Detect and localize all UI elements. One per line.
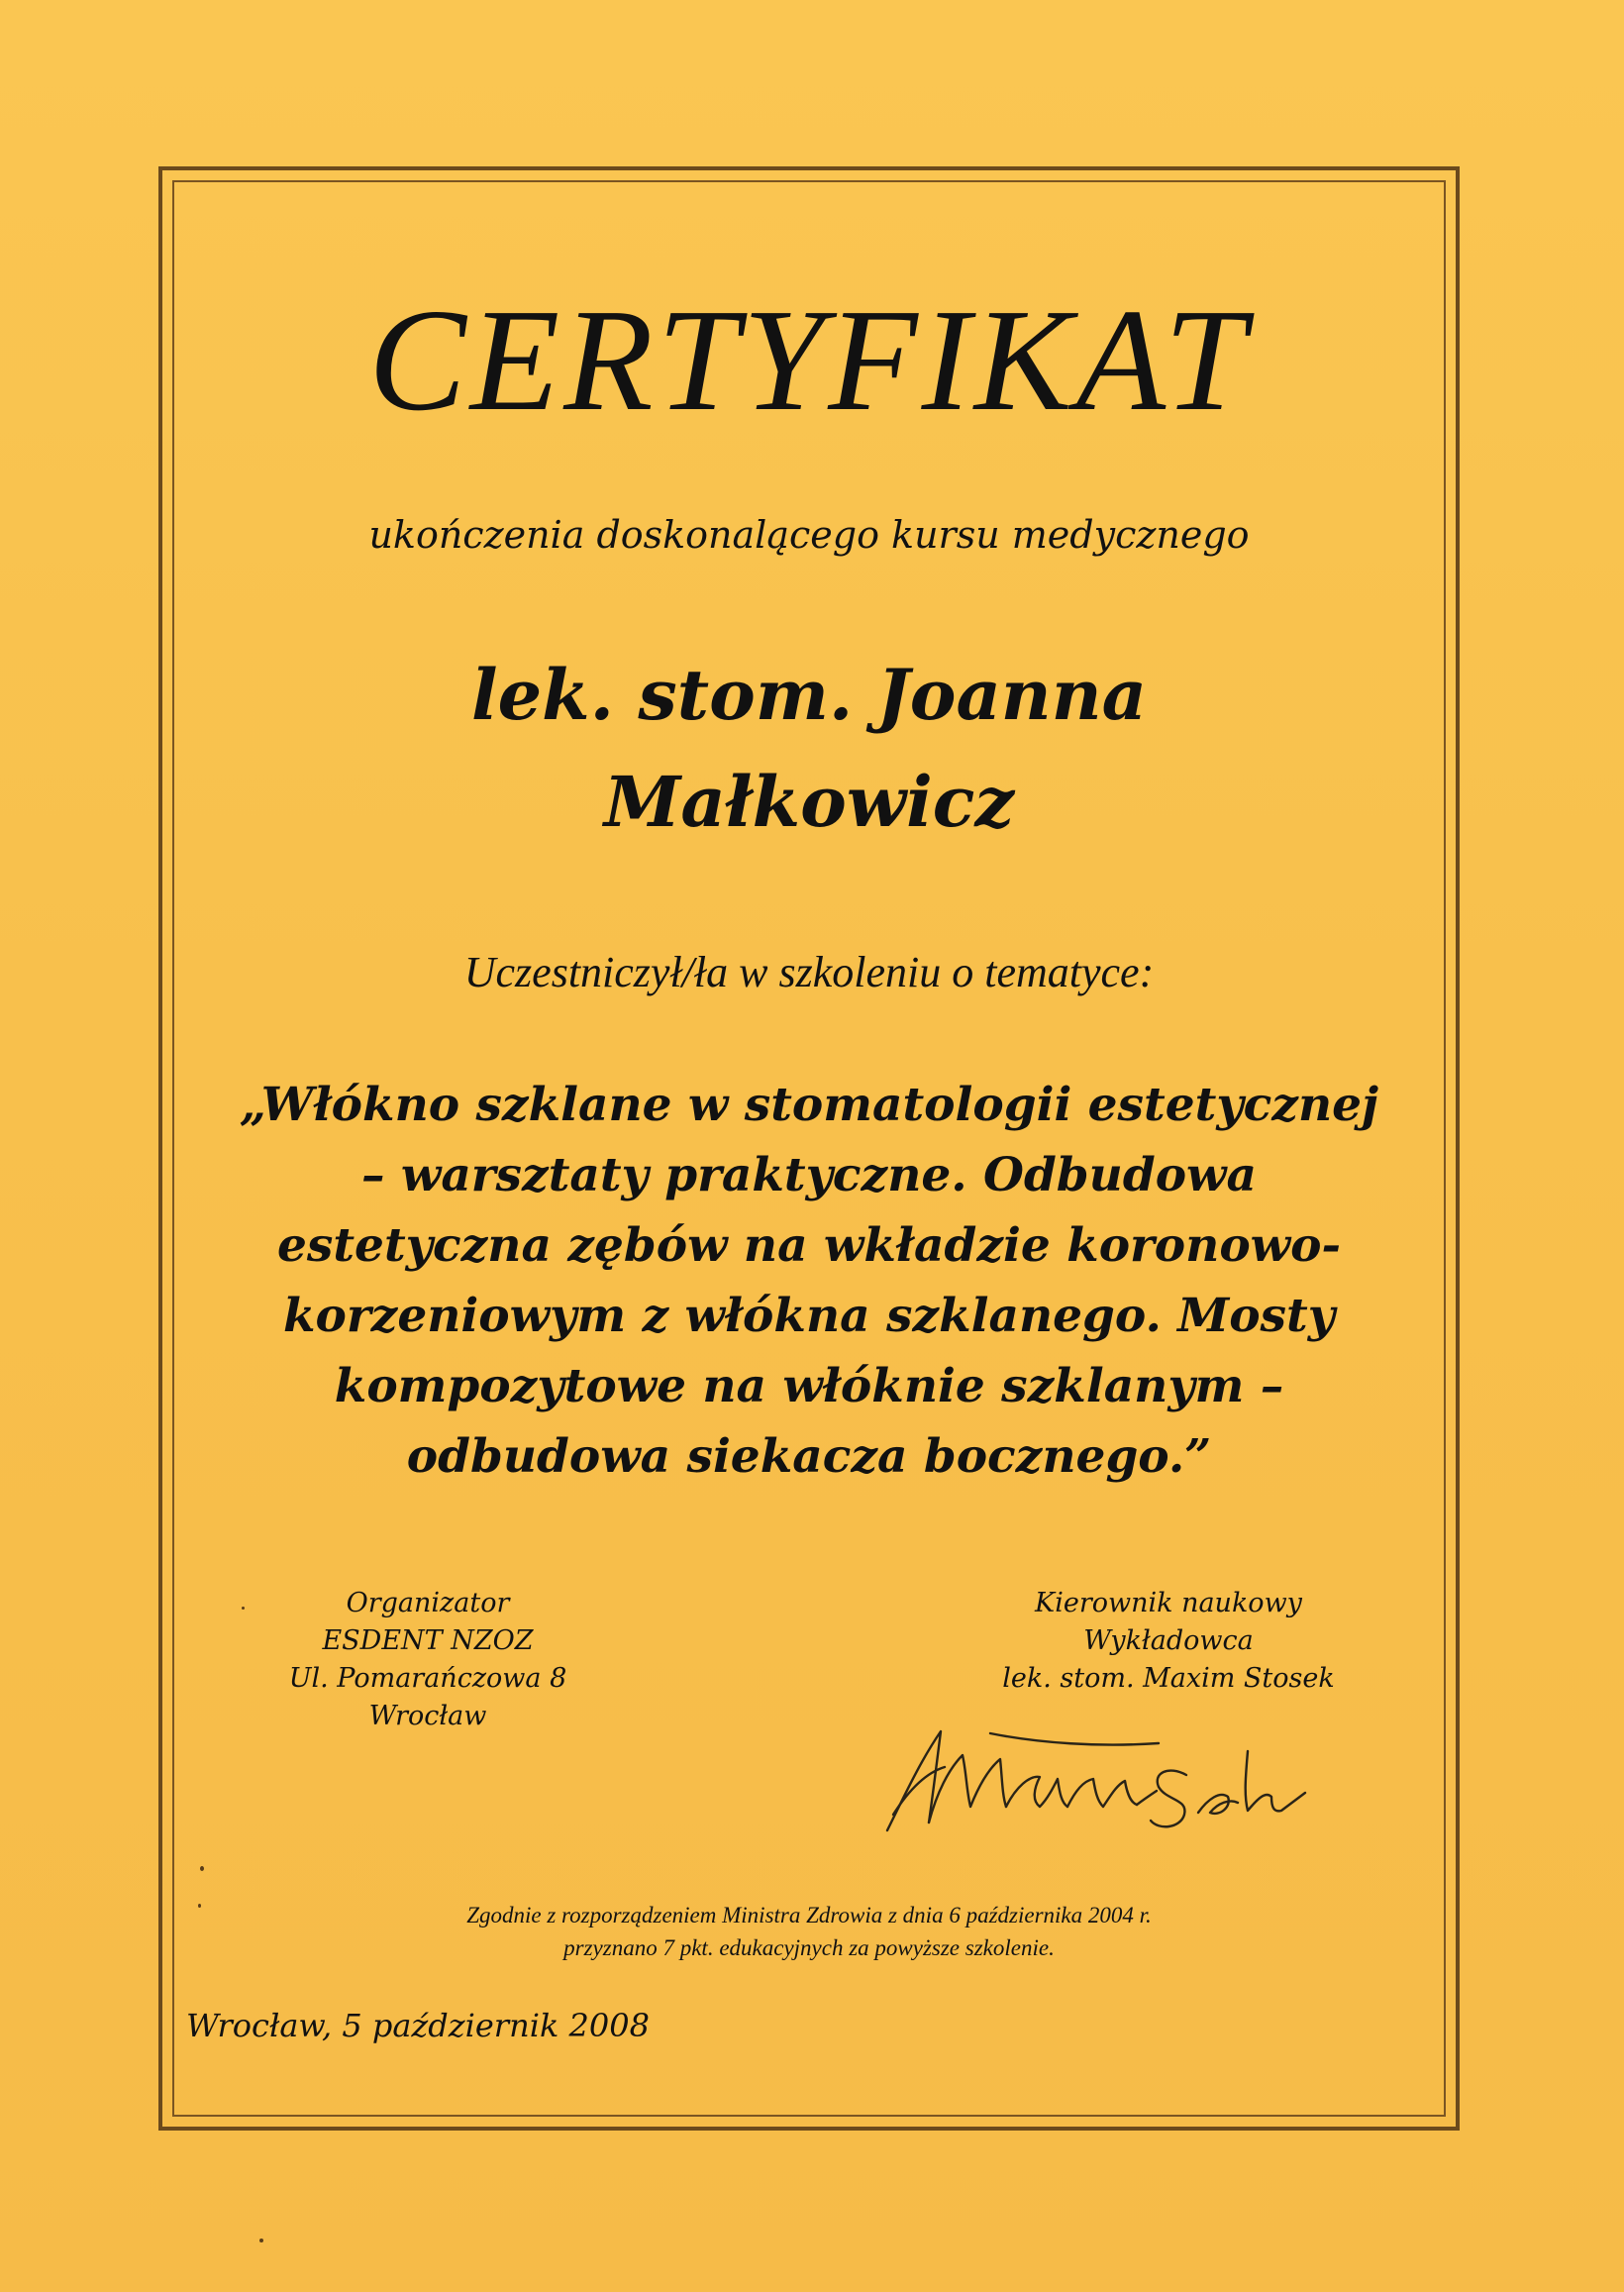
topic-line: odbudowa siekacza bocznego.” xyxy=(406,1429,1212,1484)
recipient-name-line-1: lek. stom. Joanna xyxy=(471,654,1147,736)
certificate-title: CERTYFIKAT xyxy=(368,279,1250,442)
course-topic xyxy=(212,1070,1406,1492)
topic-line: korzeniowym z włókna szklanego. Mosty xyxy=(282,1289,1336,1343)
legal-note-line-1: Zgodnie z rozporządzeniem Ministra Zdrowia z dnia 6 października 2004 r. xyxy=(466,1903,1152,1927)
paper-speck xyxy=(242,1607,245,1610)
topic-line: – warsztaty praktyczne. Odbudowa xyxy=(361,1148,1257,1202)
recipient-name-line-2: Małkowicz xyxy=(603,761,1015,843)
participation-statement: Uczestniczył/ła w szkoleniu o tematyce: xyxy=(463,948,1155,996)
topic-line: kompozytowe na włóknie szklanym – xyxy=(334,1359,1284,1413)
paper-speck xyxy=(259,2239,263,2242)
place-and-date: Wrocław, 5 październik 2008 xyxy=(186,2007,650,2044)
legal-note xyxy=(172,1899,1446,1964)
topic-line: estetyczna zębów na wkładzie koronowo- xyxy=(276,1218,1341,1273)
legal-note-line-2: przyznano 7 pkt. edukacyjnych za powyższe szkolenie. xyxy=(563,1935,1055,1960)
lecturer-block xyxy=(951,1585,1386,1698)
organizer-heading: Organizator xyxy=(346,1588,510,1618)
paper-speck xyxy=(200,1866,204,1871)
organizer-block xyxy=(220,1585,636,1735)
handwritten-signature xyxy=(871,1704,1327,1852)
paper-speck xyxy=(198,1904,201,1908)
recipient-name xyxy=(172,642,1446,856)
lecturer-name: lek. stom. Maxim Stosek xyxy=(1002,1663,1335,1694)
organizer-city: Wrocław xyxy=(368,1701,487,1731)
lecturer-role-lecturer: Wykładowca xyxy=(1083,1625,1254,1656)
organizer-street: Ul. Pomarańczowa 8 xyxy=(288,1663,567,1694)
certificate-subtitle: ukończenia doskonalącego kursu medycznego xyxy=(368,513,1250,557)
lecturer-role-scientific: Kierownik naukowy xyxy=(1035,1588,1302,1618)
topic-line: „Włókno szklane w stomatologii estetycznej xyxy=(239,1078,1379,1132)
organizer-name: ESDENT NZOZ xyxy=(322,1625,534,1656)
